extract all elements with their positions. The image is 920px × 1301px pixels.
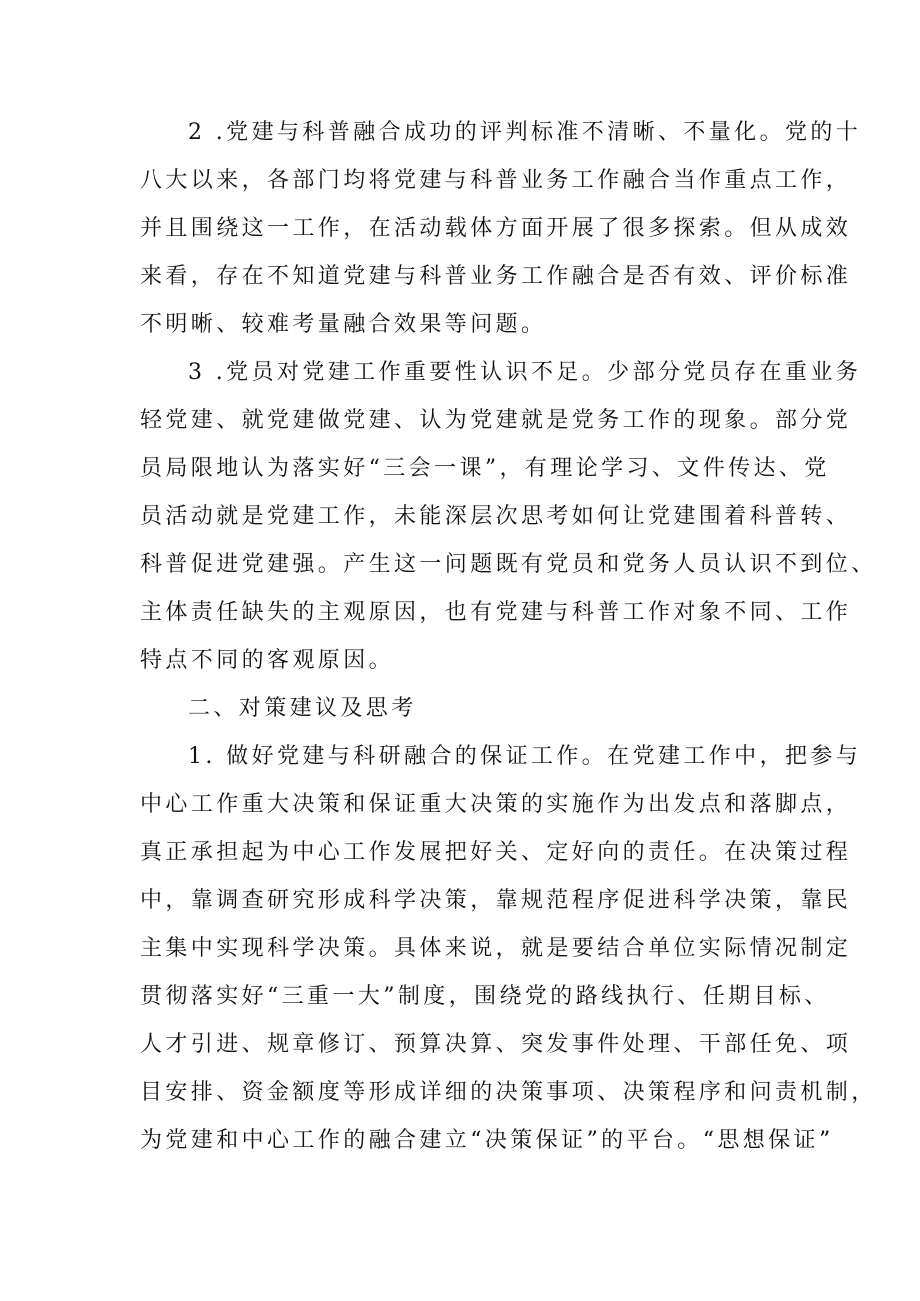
paragraph-4-line-2: 中心工作重大决策和保证重大决策的实施作为出发点和落脚点， — [140, 792, 852, 817]
paragraph-2-line-2: 八大以来，各部门均将党建与科普业务工作融合当作重点工作， — [140, 168, 852, 193]
paragraph-3-line-1: 3 .党员对党建工作重要性认识不足。少部分党员存在重业务 — [188, 360, 862, 385]
paragraph-4-line-3: 真正承担起为中心工作发展把好关、定好向的责任。在决策过程 — [140, 840, 852, 865]
paragraph-3-line-3: 员局限地认为落实好“三会一课”，有理论学习、文件传达、党 — [140, 456, 830, 481]
paragraph-4-line-1: 1. 做好党建与科研融合的保证工作。在党建工作中，把参与 — [188, 744, 862, 769]
paragraph-4-line-8: 目安排、资金额度等形成详细的决策事项、决策程序和问责机制， — [140, 1080, 877, 1105]
paragraph-3-line-2: 轻党建、就党建做党建、认为党建就是党务工作的现象。部分党 — [140, 408, 852, 433]
paragraph-4-line-9: 为党建和中心工作的融合建立“决策保证”的平台。“思想保证” — [140, 1128, 834, 1153]
paragraph-2-line-3: 并且围绕这一工作，在活动载体方面开展了很多探索。但从成效 — [140, 216, 852, 241]
paragraph-3-line-7: 特点不同的客观原因。 — [140, 648, 395, 673]
paragraph-4-line-7: 人才引进、规章修订、预算决算、突发事件处理、干部任免、项 — [140, 1032, 852, 1057]
paragraph-3-line-6: 主体责任缺失的主观原因，也有党建与科普工作对象不同、工作 — [140, 600, 852, 625]
paragraph-3-line-4: 员活动就是党建工作，未能深层次思考如何让党建围着科普转、 — [140, 504, 852, 529]
paragraph-4-line-6: 贯彻落实好“三重一大”制度，围绕党的路线执行、任期目标、 — [140, 984, 830, 1009]
paragraph-3-line-5: 科普促进党建强。产生这一问题既有党员和党务人员认识不到位、 — [140, 552, 877, 577]
paragraph-4-line-4: 中，靠调查研究形成科学决策，靠规范程序促进科学决策，靠民 — [140, 888, 852, 913]
section-heading: 二、对策建议及思考 — [188, 696, 417, 721]
paragraph-4-line-5: 主集中实现科学决策。具体来说，就是要结合单位实际情况制定 — [140, 936, 852, 961]
paragraph-2-line-1: 2 .党建与科普融合成功的评判标准不清晰、不量化。党的十 — [188, 120, 862, 145]
paragraph-2-line-4: 来看，存在不知道党建与科普业务工作融合是否有效、评价标准 — [140, 264, 852, 289]
paragraph-2-line-5: 不明晰、较难考量融合效果等问题。 — [140, 312, 547, 337]
